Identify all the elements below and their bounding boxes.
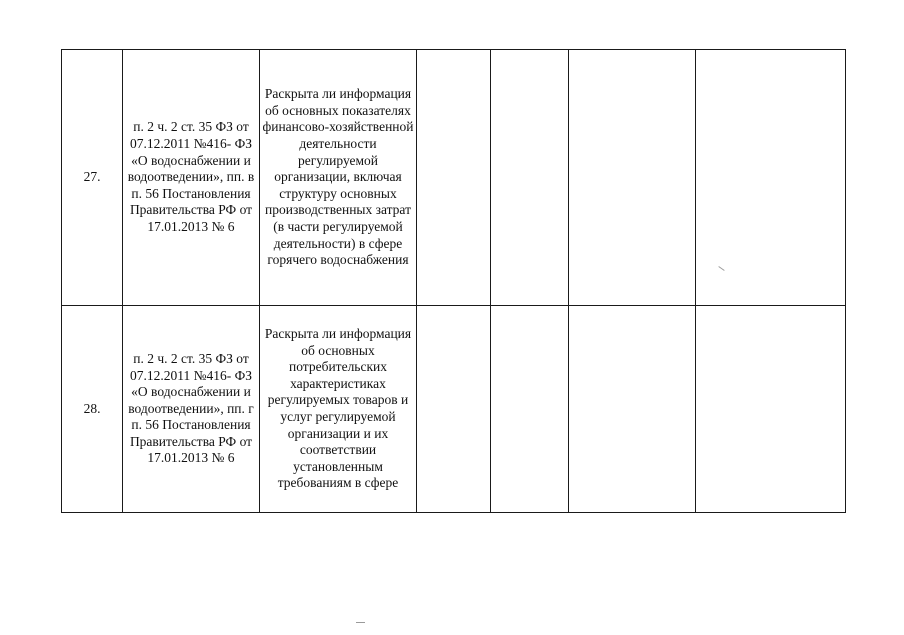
legal-basis-text: п. 2 ч. 2 ст. 35 ФЗ от 07.12.2011 №416- ФЗ «О водоснабжении и водоотведении», пп. в п. 56 Постановления Правительства РФ от 17.01.2013 № 6 (127, 119, 255, 234)
legal-basis-cell (123, 306, 260, 513)
checklist-table (61, 49, 846, 513)
empty-cell-no (491, 306, 569, 513)
table-row (62, 50, 846, 306)
empty-cell-remarks (696, 306, 846, 513)
question-text: Раскрыта ли информация об основных показателях финансово-хозяйственной деятельности регулируемой организации, включая структуру основных производственных затрат (в части регулируемой деятельности) в сфере горячего водоснабжения (262, 86, 414, 268)
question-text: Раскрыта ли информация об основных потребительских характеристиках регулируемых товаров и услуг регулируемой организации и их соответствии установленным требованиям в сфере (264, 326, 412, 491)
row-number: 28. (83, 400, 101, 416)
empty-cell-not-applicable (569, 50, 696, 306)
empty-cell-yes (417, 306, 491, 513)
empty-cell-yes (417, 50, 491, 306)
question-cell (260, 306, 417, 513)
row-number-cell (62, 50, 123, 306)
empty-cell-no (491, 50, 569, 306)
question-cell (260, 50, 417, 306)
row-number-cell (62, 306, 123, 513)
scan-speck (356, 622, 365, 623)
legal-basis-cell (123, 50, 260, 306)
empty-cell-not-applicable (569, 306, 696, 513)
row-number: 27. (83, 169, 101, 185)
legal-basis-text: п. 2 ч. 2 ст. 35 ФЗ от 07.12.2011 №416- ФЗ «О водоснабжении и водоотведении», пп. г п. 56 Постановления Правительства РФ от 17.01.2013 № 6 (128, 350, 254, 466)
table-row (62, 306, 846, 513)
